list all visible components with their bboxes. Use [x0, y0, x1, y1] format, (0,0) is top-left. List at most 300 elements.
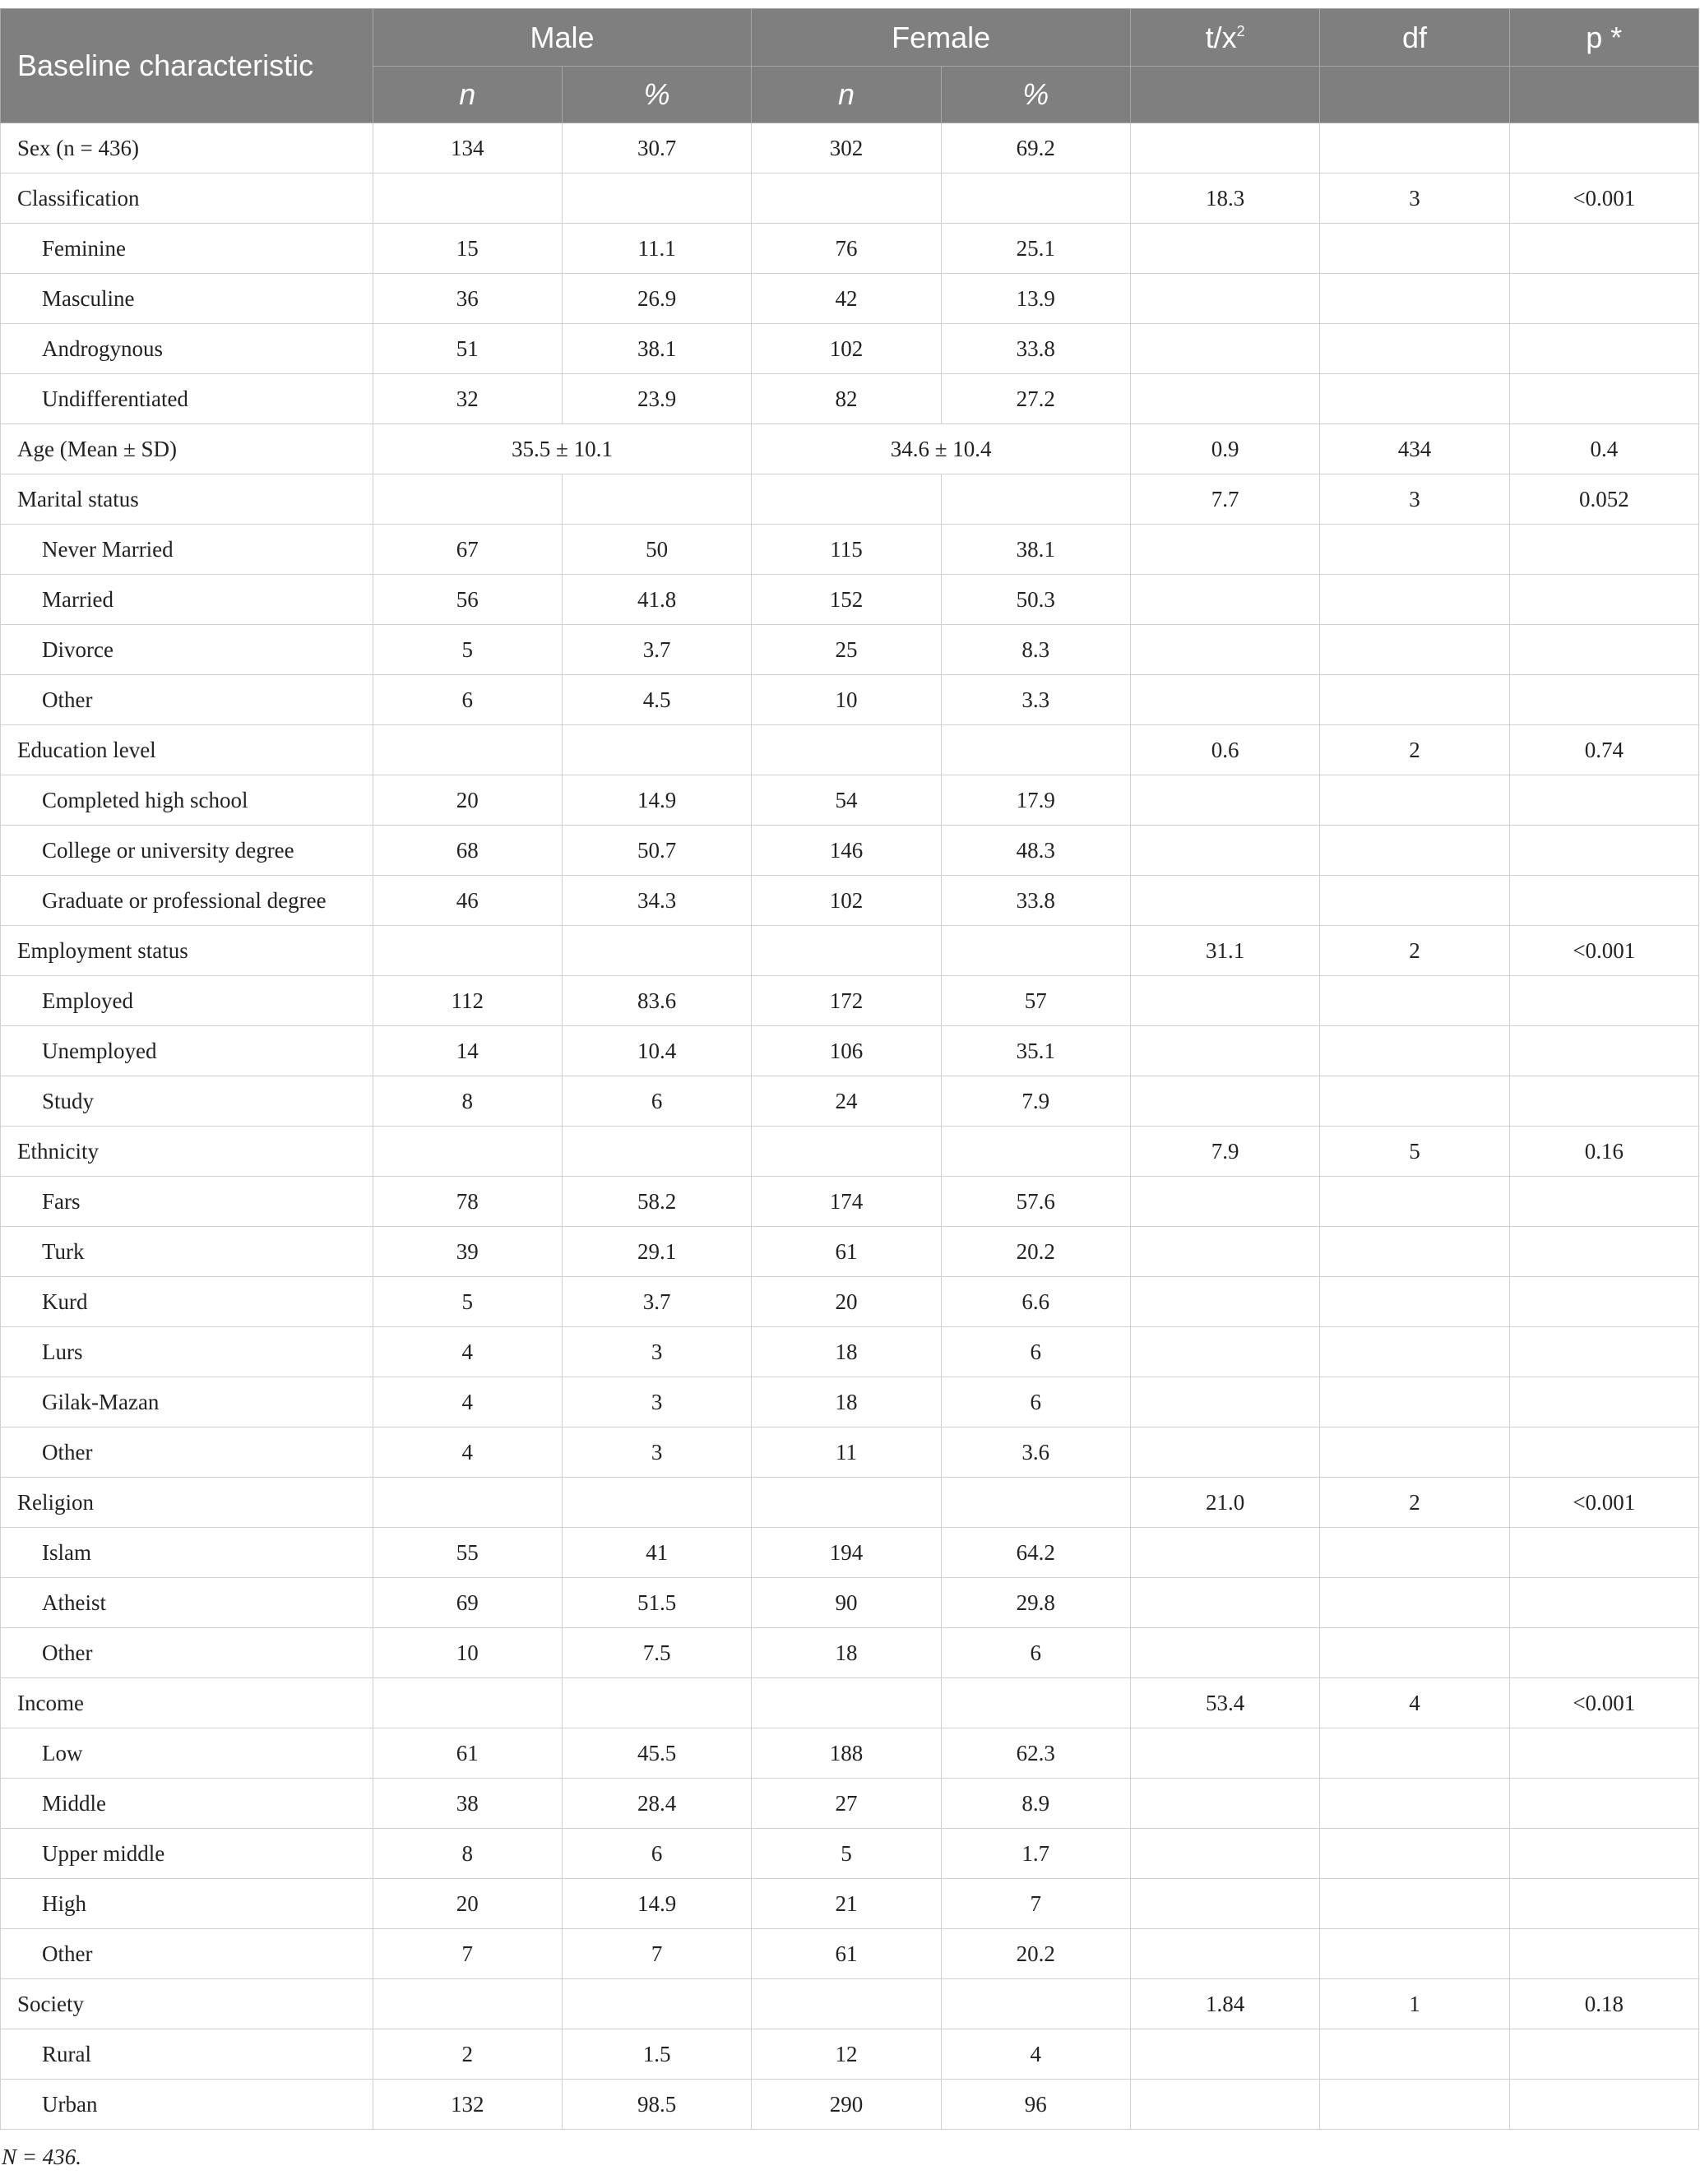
male-n-cell: 55	[373, 1528, 562, 1578]
row-label: College or university degree	[1, 826, 373, 876]
male-pct-cell: 34.3	[562, 876, 751, 926]
p-value-cell: <0.001	[1509, 174, 1698, 224]
female-pct-cell: 3.3	[941, 675, 1130, 725]
male-pct-cell: 23.9	[562, 374, 751, 424]
female-pct-cell: 33.8	[941, 876, 1130, 926]
female-pct-cell	[941, 725, 1130, 775]
p-value-cell: 0.052	[1509, 474, 1698, 525]
table-row	[1, 274, 1699, 324]
header-df: df	[1320, 9, 1509, 67]
male-n-cell: 51	[373, 324, 562, 374]
male-n-cell: 38	[373, 1779, 562, 1829]
female-pct-cell: 3.6	[941, 1427, 1130, 1478]
female-pct-cell	[941, 1678, 1130, 1728]
female-pct-cell	[941, 1979, 1130, 2029]
female-pct-cell: 33.8	[941, 324, 1130, 374]
df-cell	[1320, 2080, 1509, 2130]
test-statistic-cell	[1130, 1377, 1319, 1427]
test-statistic-cell	[1130, 1076, 1319, 1127]
female-n-cell: 10	[752, 675, 941, 725]
table-row	[1, 926, 1699, 976]
female-n-cell: 146	[752, 826, 941, 876]
test-statistic-cell	[1130, 1327, 1319, 1377]
table-row	[1, 525, 1699, 575]
row-label: Age (Mean ± SD)	[1, 424, 373, 474]
female-n-cell: 106	[752, 1026, 941, 1076]
male-n-cell	[373, 926, 562, 976]
table-row	[1, 424, 1699, 474]
row-label: Sex (n = 436)	[1, 123, 373, 174]
male-pct-cell: 29.1	[562, 1227, 751, 1277]
female-n-cell	[752, 1979, 941, 2029]
row-label: Other	[1, 1628, 373, 1678]
female-n-cell: 102	[752, 876, 941, 926]
female-pct-cell: 20.2	[941, 1929, 1130, 1979]
male-n-cell: 132	[373, 2080, 562, 2130]
female-pct-cell	[941, 1478, 1130, 1528]
df-cell	[1320, 1377, 1509, 1427]
female-n-cell: 11	[752, 1427, 941, 1478]
df-cell	[1320, 1578, 1509, 1628]
female-pct-cell: 96	[941, 2080, 1130, 2130]
p-value-cell	[1509, 826, 1698, 876]
df-cell: 5	[1320, 1127, 1509, 1177]
female-pct-cell	[941, 1127, 1130, 1177]
female-pct-cell: 57	[941, 976, 1130, 1026]
table-body	[1, 123, 1699, 2130]
female-n-cell: 42	[752, 274, 941, 324]
df-cell	[1320, 374, 1509, 424]
male-n-cell: 5	[373, 625, 562, 675]
female-pct-cell: 13.9	[941, 274, 1130, 324]
df-cell	[1320, 1728, 1509, 1779]
male-pct-cell: 3	[562, 1427, 751, 1478]
female-pct-cell	[941, 926, 1130, 976]
row-label: Ethnicity	[1, 1127, 373, 1177]
df-cell: 2	[1320, 926, 1509, 976]
test-statistic-cell	[1130, 525, 1319, 575]
baseline-characteristics-table	[0, 8, 1699, 2130]
row-label: Androgynous	[1, 324, 373, 374]
test-statistic-cell: 1.84	[1130, 1979, 1319, 2029]
male-n-cell: 2	[373, 2029, 562, 2080]
p-value-cell: <0.001	[1509, 926, 1698, 976]
male-n-cell: 8	[373, 1076, 562, 1127]
row-label: Employment status	[1, 926, 373, 976]
header-row	[1, 9, 1699, 67]
female-n-cell: 152	[752, 575, 941, 625]
p-value-cell	[1509, 224, 1698, 274]
p-value-cell: 0.4	[1509, 424, 1698, 474]
table-row	[1, 1628, 1699, 1678]
header-test-statistic	[1130, 9, 1319, 67]
male-n-cell: 14	[373, 1026, 562, 1076]
female-n-cell	[752, 174, 941, 224]
p-value-cell	[1509, 324, 1698, 374]
table-container	[0, 8, 1700, 2130]
row-label: Completed high school	[1, 775, 373, 826]
female-n-cell: 115	[752, 525, 941, 575]
test-statistic-cell	[1130, 625, 1319, 675]
p-value-cell	[1509, 775, 1698, 826]
table-row	[1, 2029, 1699, 2080]
subheader-male-n: n	[373, 67, 562, 123]
table-row	[1, 1277, 1699, 1327]
test-statistic-cell	[1130, 1227, 1319, 1277]
df-cell	[1320, 1327, 1509, 1377]
test-statistic-cell: 0.6	[1130, 725, 1319, 775]
df-cell	[1320, 575, 1509, 625]
p-value-cell	[1509, 1377, 1698, 1427]
header-female: Female	[752, 9, 1131, 67]
male-pct-cell: 30.7	[562, 123, 751, 174]
p-value-cell	[1509, 374, 1698, 424]
test-statistic-cell	[1130, 2080, 1319, 2130]
male-pct-cell: 7	[562, 1929, 751, 1979]
df-cell	[1320, 1427, 1509, 1478]
male-mean-sd: 35.5 ± 10.1	[373, 424, 752, 474]
p-value-cell	[1509, 2080, 1698, 2130]
male-pct-cell	[562, 1678, 751, 1728]
p-value-cell	[1509, 876, 1698, 926]
female-n-cell: 302	[752, 123, 941, 174]
row-label: Kurd	[1, 1277, 373, 1327]
test-statistic-cell	[1130, 1779, 1319, 1829]
df-cell	[1320, 324, 1509, 374]
male-n-cell: 112	[373, 976, 562, 1026]
test-statistic-cell	[1130, 976, 1319, 1026]
row-label: Low	[1, 1728, 373, 1779]
df-cell: 4	[1320, 1678, 1509, 1728]
male-pct-cell	[562, 1478, 751, 1528]
test-statistic-cell	[1130, 274, 1319, 324]
df-cell	[1320, 1879, 1509, 1929]
subheader-male-pct: %	[562, 67, 751, 123]
female-pct-cell: 27.2	[941, 374, 1130, 424]
female-pct-cell: 38.1	[941, 525, 1130, 575]
male-n-cell: 10	[373, 1628, 562, 1678]
table-row	[1, 1979, 1699, 2029]
table-row	[1, 324, 1699, 374]
male-n-cell: 4	[373, 1377, 562, 1427]
row-label: Middle	[1, 1779, 373, 1829]
test-statistic-cell	[1130, 1277, 1319, 1327]
female-n-cell: 90	[752, 1578, 941, 1628]
male-pct-cell: 51.5	[562, 1578, 751, 1628]
df-cell	[1320, 1076, 1509, 1127]
table-row	[1, 1076, 1699, 1127]
p-value-cell	[1509, 1026, 1698, 1076]
subheader-female-n: n	[752, 67, 941, 123]
table-row	[1, 1377, 1699, 1427]
table-row	[1, 1327, 1699, 1377]
female-n-cell: 76	[752, 224, 941, 274]
female-mean-sd: 34.6 ± 10.4	[752, 424, 1131, 474]
male-pct-cell: 1.5	[562, 2029, 751, 2080]
male-pct-cell: 58.2	[562, 1177, 751, 1227]
row-label: Divorce	[1, 625, 373, 675]
female-n-cell: 18	[752, 1327, 941, 1377]
row-label: Turk	[1, 1227, 373, 1277]
male-pct-cell	[562, 174, 751, 224]
table-row	[1, 1528, 1699, 1578]
table-row	[1, 826, 1699, 876]
male-pct-cell	[562, 926, 751, 976]
p-value-cell: <0.001	[1509, 1478, 1698, 1528]
male-pct-cell: 3	[562, 1327, 751, 1377]
male-n-cell: 6	[373, 675, 562, 725]
p-value-cell	[1509, 1076, 1698, 1127]
row-label: Lurs	[1, 1327, 373, 1377]
df-cell	[1320, 675, 1509, 725]
male-n-cell: 7	[373, 1929, 562, 1979]
df-cell: 2	[1320, 1478, 1509, 1528]
male-pct-cell: 38.1	[562, 324, 751, 374]
test-statistic-cell	[1130, 876, 1319, 926]
male-n-cell	[373, 474, 562, 525]
table-row	[1, 1227, 1699, 1277]
male-n-cell	[373, 1478, 562, 1528]
table-row	[1, 1578, 1699, 1628]
female-n-cell: 54	[752, 775, 941, 826]
test-statistic-cell	[1130, 575, 1319, 625]
female-n-cell	[752, 1127, 941, 1177]
subheader-empty	[1130, 67, 1319, 123]
table-row	[1, 1879, 1699, 1929]
male-pct-cell: 41	[562, 1528, 751, 1578]
test-statistic-cell	[1130, 123, 1319, 174]
female-pct-cell: 8.3	[941, 625, 1130, 675]
p-value-cell	[1509, 1728, 1698, 1779]
row-label: Masculine	[1, 274, 373, 324]
header-test-statistic-label: t/x	[1205, 20, 1237, 54]
male-n-cell: 32	[373, 374, 562, 424]
female-n-cell: 172	[752, 976, 941, 1026]
male-pct-cell: 50	[562, 525, 751, 575]
female-pct-cell: 1.7	[941, 1829, 1130, 1879]
female-n-cell: 174	[752, 1177, 941, 1227]
table-row	[1, 1427, 1699, 1478]
row-label: Graduate or professional degree	[1, 876, 373, 926]
male-n-cell	[373, 1678, 562, 1728]
male-pct-cell: 28.4	[562, 1779, 751, 1829]
df-cell	[1320, 274, 1509, 324]
female-pct-cell: 6	[941, 1628, 1130, 1678]
male-n-cell: 68	[373, 826, 562, 876]
df-cell: 2	[1320, 725, 1509, 775]
female-pct-cell: 6	[941, 1377, 1130, 1427]
table-row	[1, 976, 1699, 1026]
header-male: Male	[373, 9, 752, 67]
male-n-cell	[373, 174, 562, 224]
female-n-cell	[752, 474, 941, 525]
male-n-cell: 5	[373, 1277, 562, 1327]
table-row	[1, 675, 1699, 725]
female-pct-cell: 50.3	[941, 575, 1130, 625]
table-row	[1, 1127, 1699, 1177]
male-pct-cell: 83.6	[562, 976, 751, 1026]
male-pct-cell	[562, 474, 751, 525]
test-statistic-cell	[1130, 2029, 1319, 2080]
test-statistic-cell	[1130, 675, 1319, 725]
female-pct-cell	[941, 474, 1130, 525]
row-label: Feminine	[1, 224, 373, 274]
female-n-cell	[752, 725, 941, 775]
row-label: Education level	[1, 725, 373, 775]
p-value-cell	[1509, 575, 1698, 625]
male-pct-cell: 10.4	[562, 1026, 751, 1076]
female-n-cell: 18	[752, 1628, 941, 1678]
p-value-cell	[1509, 1779, 1698, 1829]
row-label: Upper middle	[1, 1829, 373, 1879]
male-pct-cell	[562, 725, 751, 775]
row-label: Study	[1, 1076, 373, 1127]
df-cell	[1320, 1177, 1509, 1227]
female-n-cell: 82	[752, 374, 941, 424]
row-label: Employed	[1, 976, 373, 1026]
p-value-cell	[1509, 1578, 1698, 1628]
female-pct-cell: 64.2	[941, 1528, 1130, 1578]
male-n-cell: 46	[373, 876, 562, 926]
male-n-cell: 67	[373, 525, 562, 575]
female-n-cell: 61	[752, 1929, 941, 1979]
female-n-cell: 18	[752, 1377, 941, 1427]
p-value-cell	[1509, 1427, 1698, 1478]
df-cell	[1320, 1628, 1509, 1678]
female-n-cell: 21	[752, 1879, 941, 1929]
test-statistic-cell	[1130, 1829, 1319, 1879]
male-n-cell: 4	[373, 1427, 562, 1478]
table-row	[1, 575, 1699, 625]
df-cell	[1320, 976, 1509, 1026]
female-n-cell: 194	[752, 1528, 941, 1578]
test-statistic-cell	[1130, 1578, 1319, 1628]
row-label: High	[1, 1879, 373, 1929]
female-n-cell: 24	[752, 1076, 941, 1127]
row-label: Religion	[1, 1478, 373, 1528]
test-statistic-cell	[1130, 1929, 1319, 1979]
table-row	[1, 123, 1699, 174]
male-pct-cell: 14.9	[562, 775, 751, 826]
df-cell: 3	[1320, 474, 1509, 525]
df-cell	[1320, 123, 1509, 174]
female-n-cell: 20	[752, 1277, 941, 1327]
female-pct-cell: 7.9	[941, 1076, 1130, 1127]
male-pct-cell: 3	[562, 1377, 751, 1427]
header-baseline-characteristic: Baseline characteristic	[1, 9, 373, 123]
male-n-cell: 61	[373, 1728, 562, 1779]
p-value-cell	[1509, 1829, 1698, 1879]
row-label: Gilak-Mazan	[1, 1377, 373, 1427]
row-label: Classification	[1, 174, 373, 224]
male-pct-cell: 6	[562, 1829, 751, 1879]
male-n-cell: 4	[373, 1327, 562, 1377]
test-statistic-cell	[1130, 1026, 1319, 1076]
p-value-cell	[1509, 1929, 1698, 1979]
table-row	[1, 1779, 1699, 1829]
subheader-empty	[1509, 67, 1698, 123]
table-row	[1, 2080, 1699, 2130]
test-statistic-cell	[1130, 1528, 1319, 1578]
table-row	[1, 474, 1699, 525]
p-value-cell	[1509, 1277, 1698, 1327]
test-statistic-cell: 21.0	[1130, 1478, 1319, 1528]
table-row	[1, 625, 1699, 675]
female-pct-cell: 29.8	[941, 1578, 1130, 1628]
male-n-cell: 20	[373, 1879, 562, 1929]
male-pct-cell: 11.1	[562, 224, 751, 274]
female-pct-cell: 48.3	[941, 826, 1130, 876]
test-statistic-cell	[1130, 374, 1319, 424]
df-cell	[1320, 775, 1509, 826]
p-value-cell	[1509, 274, 1698, 324]
male-pct-cell: 50.7	[562, 826, 751, 876]
female-n-cell	[752, 1678, 941, 1728]
female-pct-cell: 25.1	[941, 224, 1130, 274]
female-n-cell	[752, 926, 941, 976]
table-row	[1, 1678, 1699, 1728]
female-pct-cell: 20.2	[941, 1227, 1130, 1277]
male-n-cell: 20	[373, 775, 562, 826]
table-row	[1, 1478, 1699, 1528]
df-cell	[1320, 1779, 1509, 1829]
male-pct-cell: 45.5	[562, 1728, 751, 1779]
male-pct-cell	[562, 1979, 751, 2029]
p-value-cell	[1509, 675, 1698, 725]
male-pct-cell: 4.5	[562, 675, 751, 725]
df-cell	[1320, 625, 1509, 675]
female-pct-cell: 35.1	[941, 1026, 1130, 1076]
male-n-cell	[373, 725, 562, 775]
female-pct-cell: 8.9	[941, 1779, 1130, 1829]
table-row	[1, 1728, 1699, 1779]
female-n-cell	[752, 1478, 941, 1528]
male-pct-cell	[562, 1127, 751, 1177]
female-n-cell: 5	[752, 1829, 941, 1879]
test-statistic-cell: 31.1	[1130, 926, 1319, 976]
female-n-cell: 27	[752, 1779, 941, 1829]
table-row	[1, 775, 1699, 826]
df-cell	[1320, 1026, 1509, 1076]
df-cell	[1320, 525, 1509, 575]
table-row	[1, 1829, 1699, 1879]
header-test-statistic-superscript: 2	[1236, 22, 1245, 39]
male-pct-cell: 3.7	[562, 1277, 751, 1327]
test-statistic-cell: 7.9	[1130, 1127, 1319, 1177]
female-n-cell: 61	[752, 1227, 941, 1277]
p-value-cell: 0.16	[1509, 1127, 1698, 1177]
row-label: Unemployed	[1, 1026, 373, 1076]
df-cell: 1	[1320, 1979, 1509, 2029]
df-cell: 434	[1320, 424, 1509, 474]
male-pct-cell: 3.7	[562, 625, 751, 675]
female-pct-cell: 6.6	[941, 1277, 1130, 1327]
table-row	[1, 374, 1699, 424]
df-cell	[1320, 1277, 1509, 1327]
p-value-cell	[1509, 1227, 1698, 1277]
male-pct-cell: 7.5	[562, 1628, 751, 1678]
row-label: Islam	[1, 1528, 373, 1578]
male-pct-cell: 6	[562, 1076, 751, 1127]
male-n-cell	[373, 1127, 562, 1177]
df-cell	[1320, 876, 1509, 926]
female-pct-cell: 4	[941, 2029, 1130, 2080]
row-label: Other	[1, 1929, 373, 1979]
male-n-cell: 15	[373, 224, 562, 274]
male-n-cell	[373, 1979, 562, 2029]
male-n-cell: 134	[373, 123, 562, 174]
p-value-cell	[1509, 1628, 1698, 1678]
